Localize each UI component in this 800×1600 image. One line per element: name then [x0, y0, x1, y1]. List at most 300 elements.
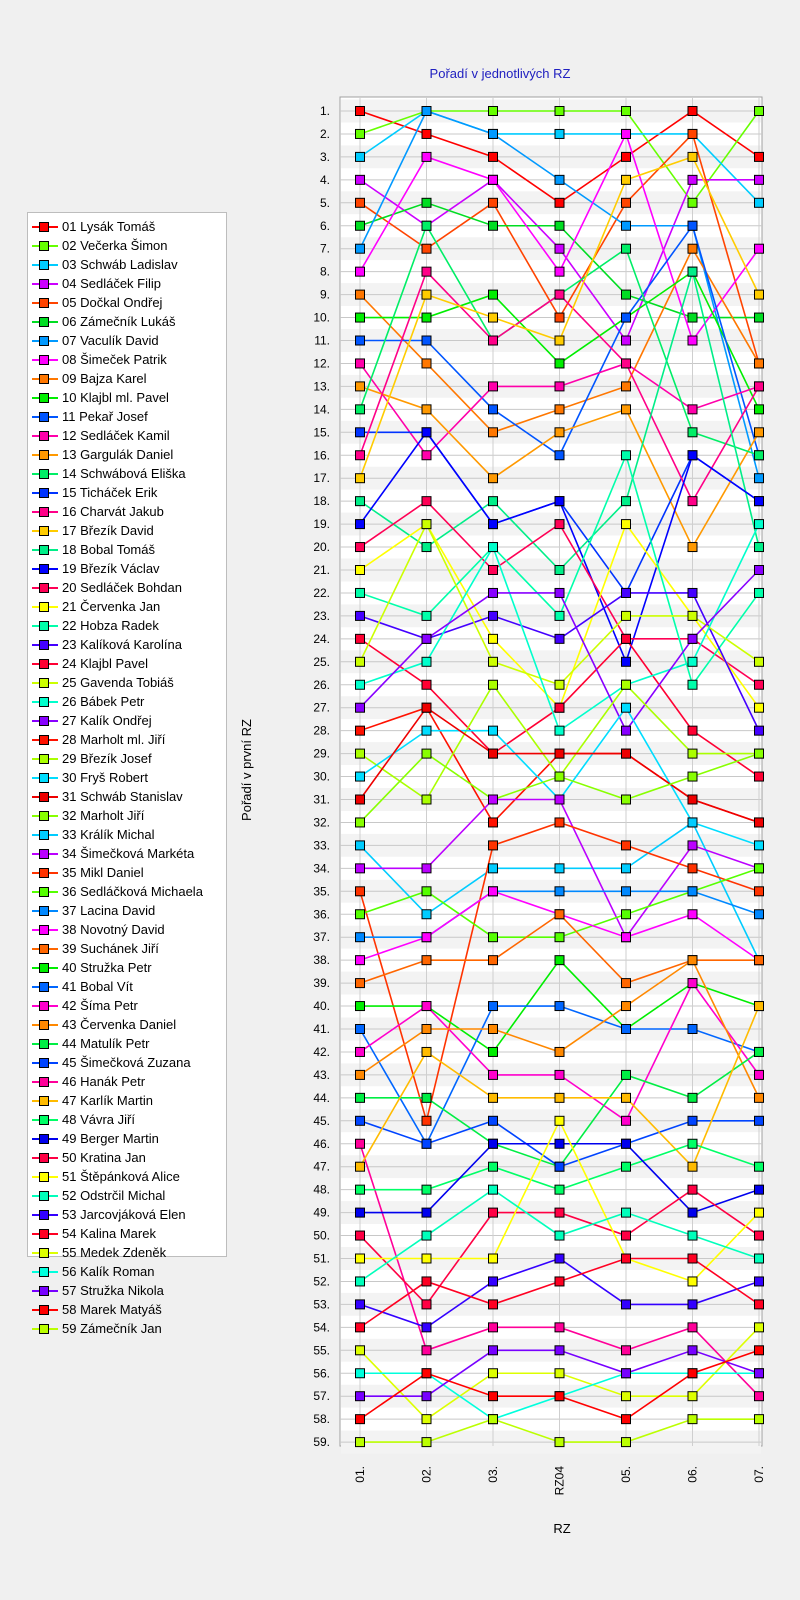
y-tick-label: 17.: [313, 471, 330, 486]
y-tick-label: 34.: [313, 861, 330, 876]
series-marker: [755, 543, 764, 552]
legend-item: [28, 1300, 226, 1319]
series-marker: [422, 451, 431, 460]
series-marker: [356, 703, 365, 712]
series-marker: [755, 910, 764, 919]
series-marker: [422, 1438, 431, 1447]
series-marker: [622, 451, 631, 460]
legend-label: 38 Novotný David: [62, 922, 165, 937]
series-marker: [755, 474, 764, 483]
y-tick-label: 22.: [313, 585, 330, 600]
series-marker: [755, 359, 764, 368]
series-marker: [356, 772, 365, 781]
series-marker: [489, 382, 498, 391]
legend-item: [28, 255, 226, 274]
legend-label: 57 Stružka Nikola: [62, 1283, 164, 1298]
legend-label: 59 Zámečník Jan: [62, 1321, 162, 1336]
series-marker: [356, 818, 365, 827]
legend-swatch: [32, 696, 58, 708]
legend-label: 14 Schwábová Eliška: [62, 466, 186, 481]
series-marker: [555, 703, 564, 712]
legend-swatch: [32, 791, 58, 803]
y-tick-label: 49.: [313, 1205, 330, 1220]
series-marker: [489, 336, 498, 345]
legend-swatch: [32, 449, 58, 461]
series-marker: [489, 175, 498, 184]
legend-swatch: [32, 1323, 58, 1335]
legend-item: [28, 1319, 226, 1338]
series-marker: [688, 634, 697, 643]
series-marker: [555, 1346, 564, 1355]
series-marker: [422, 795, 431, 804]
series-marker: [422, 956, 431, 965]
y-tick-label: 58.: [313, 1412, 330, 1427]
legend-swatch: [32, 1304, 58, 1316]
series-marker: [356, 864, 365, 873]
series-marker: [688, 979, 697, 988]
series-marker: [555, 129, 564, 138]
series-marker: [489, 1208, 498, 1217]
legend-swatch: [32, 867, 58, 879]
series-marker: [489, 129, 498, 138]
y-axis-label: Pořadí v první RZ: [239, 719, 254, 821]
legend-swatch: [32, 335, 58, 347]
series-marker: [356, 1254, 365, 1263]
series-marker: [688, 107, 697, 116]
x-tick-label: 03.: [486, 1466, 500, 1483]
legend-label: 35 Mikl Daniel: [62, 865, 144, 880]
series-marker: [356, 680, 365, 689]
series-marker: [489, 1025, 498, 1034]
series-marker: [688, 1300, 697, 1309]
legend-item: [28, 844, 226, 863]
legend-label: 11 Pekař Josef: [62, 409, 148, 424]
legend-item: [28, 1262, 226, 1281]
series-marker: [622, 405, 631, 414]
series-marker: [622, 1025, 631, 1034]
legend-swatch: [32, 1228, 58, 1240]
series-marker: [622, 933, 631, 942]
series-marker: [755, 1070, 764, 1079]
series-marker: [555, 818, 564, 827]
series-marker: [356, 290, 365, 299]
y-tick-label: 5.: [319, 195, 330, 210]
legend-item: [28, 787, 226, 806]
series-marker: [489, 1070, 498, 1079]
legend-item: [28, 464, 226, 483]
series-marker: [688, 1415, 697, 1424]
series-marker: [622, 336, 631, 345]
legend-label: 34 Šimečková Markéta: [62, 846, 195, 861]
series-marker: [489, 726, 498, 735]
legend-swatch: [32, 506, 58, 518]
legend-label: 24 Klajbl Pavel: [62, 656, 148, 671]
series-marker: [422, 221, 431, 230]
series-marker: [356, 956, 365, 965]
y-tick-label: 52.: [313, 1274, 330, 1289]
series-marker: [555, 910, 564, 919]
legend-swatch: [32, 563, 58, 575]
series-marker: [622, 864, 631, 873]
series-marker: [356, 1277, 365, 1286]
series-marker: [688, 1208, 697, 1217]
legend-label: 44 Matulík Petr: [62, 1036, 150, 1051]
series-marker: [622, 1162, 631, 1171]
series-marker: [356, 382, 365, 391]
series-marker: [489, 1254, 498, 1263]
series-marker: [356, 933, 365, 942]
y-tick-label: 14.: [313, 402, 330, 417]
series-marker: [555, 795, 564, 804]
series-marker: [489, 1047, 498, 1056]
series-marker: [422, 543, 431, 552]
legend-label: 16 Charvát Jakub: [62, 504, 164, 519]
series-marker: [755, 107, 764, 116]
series-marker: [622, 290, 631, 299]
series-marker: [489, 520, 498, 529]
series-marker: [356, 405, 365, 414]
series-marker: [422, 1116, 431, 1125]
series-marker: [489, 1185, 498, 1194]
legend-label: 15 Ticháček Erik: [62, 485, 158, 500]
series-marker: [555, 405, 564, 414]
series-marker: [622, 1415, 631, 1424]
series-marker: [555, 1392, 564, 1401]
series-marker: [755, 428, 764, 437]
series-marker: [555, 1139, 564, 1148]
legend-swatch: [32, 430, 58, 442]
series-marker: [555, 566, 564, 575]
series-marker: [622, 657, 631, 666]
series-marker: [356, 1116, 365, 1125]
series-marker: [555, 1070, 564, 1079]
series-marker: [555, 451, 564, 460]
y-tick-label: 38.: [313, 953, 330, 968]
series-marker: [688, 1254, 697, 1263]
series-marker: [555, 864, 564, 873]
series-marker: [356, 749, 365, 758]
chart-title: Pořadí v jednotlivých RZ: [429, 66, 571, 81]
series-marker: [755, 864, 764, 873]
legend-swatch: [32, 848, 58, 860]
series-marker: [422, 1277, 431, 1286]
series-marker: [555, 1369, 564, 1378]
y-tick-label: 59.: [313, 1435, 330, 1450]
series-marker: [622, 198, 631, 207]
legend-item: [28, 274, 226, 293]
series-marker: [755, 1047, 764, 1056]
series-marker: [622, 680, 631, 689]
series-marker: [688, 726, 697, 735]
series-marker: [555, 726, 564, 735]
series-marker: [422, 1208, 431, 1217]
series-marker: [755, 1231, 764, 1240]
legend-swatch: [32, 354, 58, 366]
legend-swatch: [32, 715, 58, 727]
series-marker: [422, 1300, 431, 1309]
series-marker: [356, 979, 365, 988]
legend-swatch: [32, 658, 58, 670]
series-marker: [688, 405, 697, 414]
series-marker: [688, 244, 697, 253]
series-marker: [755, 497, 764, 506]
series-marker: [688, 497, 697, 506]
y-tick-label: 53.: [313, 1297, 330, 1312]
series-marker: [688, 772, 697, 781]
series-marker: [688, 1162, 697, 1171]
series-marker: [422, 313, 431, 322]
legend-swatch: [32, 1076, 58, 1088]
legend-item: [28, 920, 226, 939]
legend-swatch: [32, 753, 58, 765]
legend-label: 40 Stružka Petr: [62, 960, 152, 975]
series-marker: [555, 749, 564, 758]
series-marker: [356, 497, 365, 506]
series-marker: [422, 1369, 431, 1378]
legend-item: [28, 483, 226, 502]
series-marker: [356, 175, 365, 184]
legend-item: [28, 1186, 226, 1205]
series-marker: [422, 657, 431, 666]
series-marker: [555, 428, 564, 437]
series-marker: [422, 726, 431, 735]
y-tick-label: 27.: [313, 700, 330, 715]
series-marker: [688, 864, 697, 873]
series-marker: [622, 152, 631, 161]
series-marker: [755, 175, 764, 184]
series-marker: [422, 611, 431, 620]
series-marker: [422, 1392, 431, 1401]
series-marker: [688, 1116, 697, 1125]
series-marker: [555, 611, 564, 620]
series-marker: [688, 887, 697, 896]
legend-item: [28, 502, 226, 521]
series-marker: [422, 520, 431, 529]
series-marker: [688, 1346, 697, 1355]
legend-label: 08 Šimeček Patrik: [62, 352, 167, 367]
series-marker: [356, 1002, 365, 1011]
series-marker: [755, 152, 764, 161]
y-tick-label: 12.: [313, 356, 330, 371]
legend-item: [28, 654, 226, 673]
legend-label: 20 Sedláček Bohdan: [62, 580, 182, 595]
y-tick-label: 3.: [319, 149, 330, 164]
legend-label: 39 Suchánek Jiří: [62, 941, 159, 956]
series-marker: [755, 405, 764, 414]
series-marker: [356, 267, 365, 276]
series-marker: [622, 129, 631, 138]
legend-swatch: [32, 1057, 58, 1069]
legend-swatch: [32, 1152, 58, 1164]
series-marker: [622, 1369, 631, 1378]
series-marker: [422, 1002, 431, 1011]
legend-item: [28, 958, 226, 977]
series-marker: [489, 198, 498, 207]
legend-swatch: [32, 221, 58, 233]
legend-swatch: [32, 1190, 58, 1202]
legend-item: [28, 863, 226, 882]
series-marker: [622, 1438, 631, 1447]
x-tick-label: 07.: [752, 1466, 766, 1483]
series-marker: [422, 1415, 431, 1424]
series-marker: [555, 1047, 564, 1056]
legend-swatch: [32, 601, 58, 613]
legend-swatch: [32, 1209, 58, 1221]
series-marker: [555, 1254, 564, 1263]
series-marker: [688, 267, 697, 276]
series-marker: [422, 1093, 431, 1102]
legend-item: [28, 559, 226, 578]
series-marker: [555, 933, 564, 942]
series-marker: [489, 634, 498, 643]
series-marker: [489, 956, 498, 965]
legend-item: [28, 1129, 226, 1148]
y-tick-label: 44.: [313, 1090, 330, 1105]
legend-label: 12 Sedláček Kamil: [62, 428, 170, 443]
series-marker: [555, 956, 564, 965]
y-tick-label: 25.: [313, 654, 330, 669]
series-marker: [489, 107, 498, 116]
series-marker: [489, 497, 498, 506]
series-marker: [755, 1185, 764, 1194]
legend-item: [28, 749, 226, 768]
legend-swatch: [32, 1019, 58, 1031]
legend-item: [28, 1091, 226, 1110]
legend-swatch: [32, 487, 58, 499]
series-marker: [688, 1369, 697, 1378]
series-marker: [555, 497, 564, 506]
y-tick-label: 28.: [313, 723, 330, 738]
series-marker: [489, 933, 498, 942]
legend-item: [28, 1243, 226, 1262]
y-tick-label: 16.: [313, 448, 330, 463]
series-marker: [489, 841, 498, 850]
legend-swatch: [32, 639, 58, 651]
legend-label: 10 Klajbl ml. Pavel: [62, 390, 169, 405]
series-marker: [688, 1277, 697, 1286]
series-marker: [489, 657, 498, 666]
y-tick-label: 20.: [313, 540, 330, 555]
series-marker: [755, 520, 764, 529]
series-marker: [422, 1323, 431, 1332]
legend-swatch: [32, 544, 58, 556]
series-marker: [688, 313, 697, 322]
series-marker: [489, 1415, 498, 1424]
legend-label: 26 Bábek Petr: [62, 694, 145, 709]
series-marker: [688, 795, 697, 804]
series-marker: [555, 221, 564, 230]
legend-item: [28, 1034, 226, 1053]
y-tick-label: 15.: [313, 425, 330, 440]
series-marker: [555, 588, 564, 597]
series-marker: [622, 726, 631, 735]
series-marker: [622, 910, 631, 919]
series-marker: [356, 129, 365, 138]
series-marker: [555, 772, 564, 781]
series-marker: [489, 1116, 498, 1125]
x-tick-label: 05.: [619, 1466, 633, 1483]
y-tick-label: 42.: [313, 1044, 330, 1059]
series-marker: [755, 566, 764, 575]
series-marker: [422, 749, 431, 758]
series-marker: [356, 520, 365, 529]
legend-label: 19 Březík Václav: [62, 561, 160, 576]
series-marker: [422, 634, 431, 643]
legend: [27, 212, 227, 1336]
series-marker: [422, 864, 431, 873]
legend-label: 13 Gargulák Daniel: [62, 447, 174, 462]
series-marker: [356, 910, 365, 919]
legend-item: [28, 312, 226, 331]
series-marker: [622, 359, 631, 368]
legend-swatch: [32, 924, 58, 936]
legend-item: [28, 331, 226, 350]
legend-item: [28, 616, 226, 635]
legend-item: [28, 882, 226, 901]
series-marker: [422, 152, 431, 161]
series-marker: [489, 588, 498, 597]
y-tick-label: 23.: [313, 608, 330, 623]
legend-item: [28, 635, 226, 654]
y-tick-label: 48.: [313, 1182, 330, 1197]
y-tick-label: 57.: [313, 1389, 330, 1404]
series-marker: [489, 152, 498, 161]
legend-label: 55 Medek Zdeněk: [62, 1245, 167, 1260]
series-marker: [622, 703, 631, 712]
legend-swatch: [32, 259, 58, 271]
y-tick-label: 13.: [313, 379, 330, 394]
series-marker: [356, 1139, 365, 1148]
series-marker: [356, 566, 365, 575]
legend-item: [28, 1281, 226, 1300]
y-tick-label: 29.: [313, 746, 330, 761]
legend-label: 47 Karlík Martin: [62, 1093, 154, 1108]
series-marker: [356, 1185, 365, 1194]
legend-label: 29 Březík Josef: [62, 751, 152, 766]
series-marker: [422, 910, 431, 919]
series-marker: [755, 703, 764, 712]
series-marker: [422, 680, 431, 689]
y-tick-label: 55.: [313, 1343, 330, 1358]
legend-item: [28, 445, 226, 464]
series-marker: [356, 1415, 365, 1424]
series-marker: [356, 244, 365, 253]
series-marker: [489, 313, 498, 322]
legend-item: [28, 1053, 226, 1072]
series-marker: [622, 520, 631, 529]
legend-item: [28, 977, 226, 996]
legend-swatch: [32, 468, 58, 480]
series-marker: [356, 428, 365, 437]
series-marker: [356, 1438, 365, 1447]
series-marker: [622, 382, 631, 391]
series-marker: [755, 198, 764, 207]
series-marker: [755, 588, 764, 597]
series-marker: [356, 1323, 365, 1332]
series-marker: [489, 611, 498, 620]
series-marker: [555, 1093, 564, 1102]
legend-item: [28, 901, 226, 920]
legend-swatch: [32, 810, 58, 822]
series-marker: [356, 221, 365, 230]
series-marker: [688, 543, 697, 552]
series-marker: [688, 841, 697, 850]
legend-swatch: [32, 962, 58, 974]
legend-label: 49 Berger Martin: [62, 1131, 159, 1146]
y-tick-label: 51.: [313, 1251, 330, 1266]
series-marker: [422, 267, 431, 276]
legend-label: 58 Marek Matyáš: [62, 1302, 162, 1317]
